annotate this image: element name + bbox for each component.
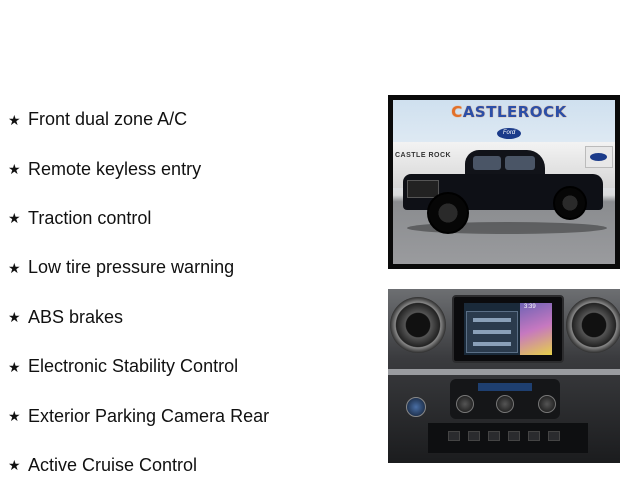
screen-clock: 3:39 (524, 304, 536, 310)
menu-line (473, 342, 511, 346)
feature-item (8, 441, 269, 480)
air-vent-icon (566, 297, 620, 353)
dealer-logo (449, 103, 569, 139)
knob-icon (456, 395, 474, 413)
ford-oval-icon: Ford (497, 128, 521, 139)
feature-item (8, 144, 269, 193)
feature-label: Front dual zone A/C (28, 109, 188, 130)
vehicle-exterior-photo[interactable] (388, 95, 620, 269)
feature-label: Traction control (28, 207, 152, 228)
air-vent-icon (390, 297, 446, 353)
star-icon: ★ (8, 210, 21, 227)
star-icon: ★ (8, 309, 21, 326)
navigation-map (520, 303, 552, 355)
switch-icon (508, 431, 520, 441)
feature-label: Electronic Stability Control (28, 356, 239, 377)
knob-icon (496, 395, 514, 413)
climate-display (478, 383, 532, 391)
switch-icon (468, 431, 480, 441)
menu-line (473, 318, 511, 322)
exterior-scene (393, 100, 615, 264)
star-icon: ★ (8, 408, 21, 425)
truck-window (473, 156, 501, 170)
switch-icon (488, 431, 500, 441)
feature-item (8, 342, 269, 391)
dealer-name: CASTLEROCK (451, 103, 567, 121)
star-icon: ★ (8, 457, 21, 474)
switch-icon (448, 431, 460, 441)
truck-window (505, 156, 535, 170)
vehicle-interior-photo[interactable] (388, 289, 620, 463)
feature-item (8, 95, 269, 144)
start-button-icon (406, 397, 426, 417)
infotainment-screen (452, 295, 564, 363)
star-icon: ★ (8, 358, 21, 375)
feature-label: Low tire pressure warning (28, 257, 235, 278)
feature-label: Active Cruise Control (28, 454, 198, 475)
feature-item (8, 194, 269, 243)
switch-icon (548, 431, 560, 441)
star-icon: ★ (8, 161, 21, 178)
feature-item (8, 243, 269, 292)
star-icon: ★ (8, 111, 21, 128)
feature-label: Exterior Parking Camera Rear (28, 405, 270, 426)
knob-icon (538, 395, 556, 413)
menu-line (473, 330, 511, 334)
building-sign: CASTLE ROCK (395, 152, 452, 159)
switch-panel (428, 423, 588, 453)
screen-menu (466, 311, 518, 353)
switch-icon (528, 431, 540, 441)
front-wheel (427, 192, 469, 234)
star-icon: ★ (8, 259, 21, 276)
rear-wheel (553, 186, 587, 220)
feature-label: ABS brakes (28, 306, 124, 327)
truck-grille (407, 180, 439, 198)
feature-label: Remote keyless entry (28, 158, 202, 179)
climate-panel (450, 379, 560, 419)
dash-trim (388, 369, 620, 375)
feature-item (8, 293, 269, 342)
feature-item (8, 391, 269, 440)
feature-list (8, 95, 269, 480)
screen-display (464, 303, 552, 355)
